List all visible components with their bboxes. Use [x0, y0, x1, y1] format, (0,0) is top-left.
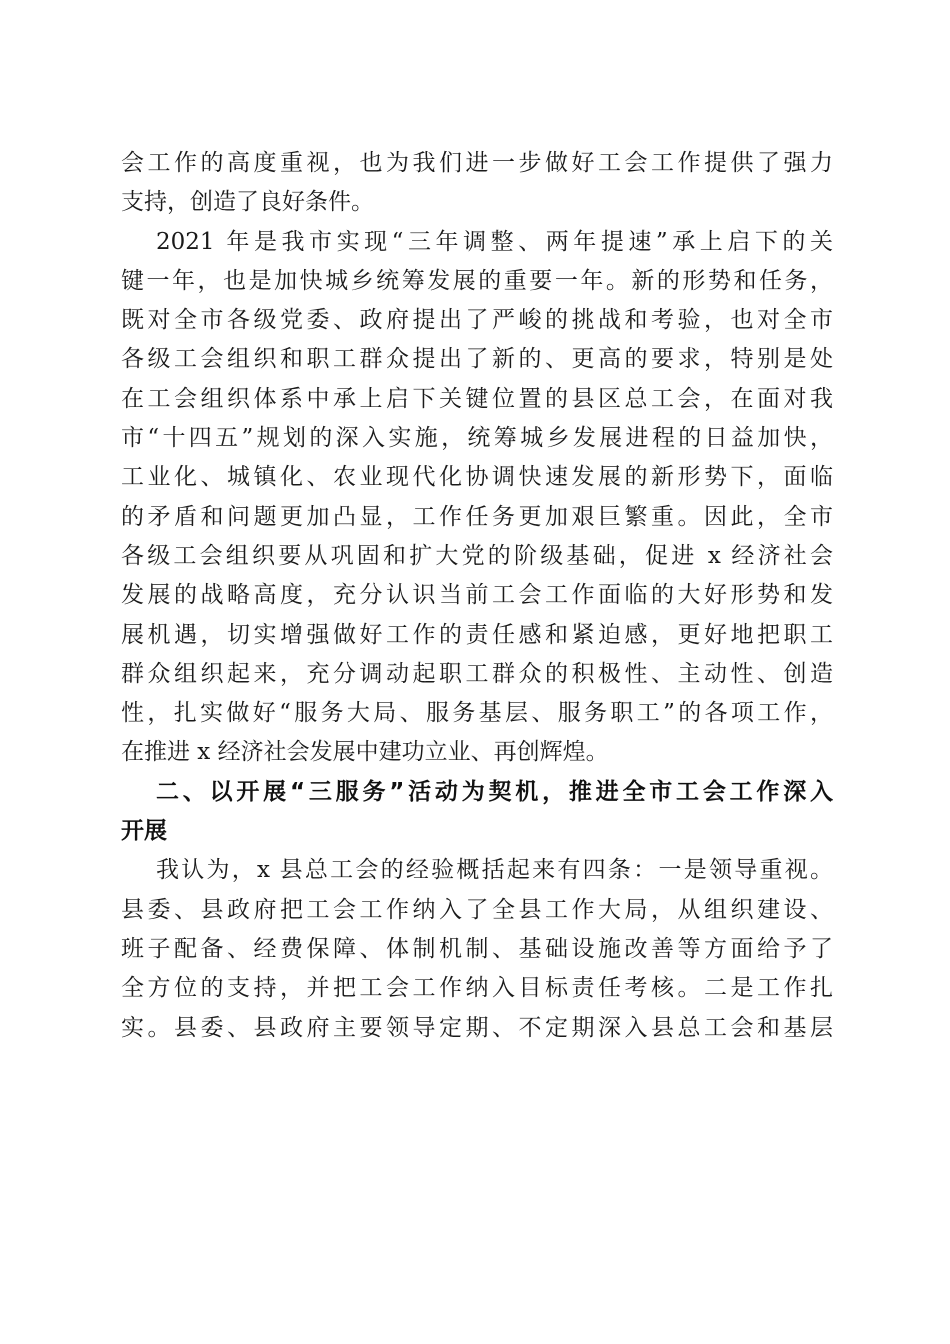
text-line: 的矛盾和问题更加凸显，工作任务更加艰巨繁重。因此，全市 — [121, 503, 833, 530]
heading-line: 二、以开展“三服务”活动为契机，推进全市工会工作深入 — [156, 778, 833, 805]
section-heading — [121, 773, 833, 852]
text-line: 在推进 x 经济社会发展中建功立业、再创辉煌。 — [121, 739, 609, 766]
text-line: 工业化、城镇化、农业现代化协调快速发展的新形势下，面临 — [121, 464, 833, 491]
text-line: 2021 年是我市实现“三年调整、两年提速”承上启下的关 — [156, 228, 833, 255]
text-line: 县委、县政府把工会工作纳入了全县工作大局，从组织建设、 — [121, 896, 833, 923]
text-line: 在工会组织体系中承上启下关键位置的县区总工会，在面对我 — [121, 385, 833, 412]
text-line: 市“十四五”规划的深入实施，统筹城乡发展进程的日益加快， — [121, 425, 833, 452]
text-line: 实。县委、县政府主要领导定期、不定期深入县总工会和基层 — [121, 1014, 833, 1041]
text-line: 我认为，x 县总工会的经验概括起来有四条：一是领导重视。 — [156, 857, 833, 884]
text-line: 性，扎实做好“服务大局、服务基层、服务职工”的各项工作， — [121, 700, 833, 727]
paragraph-1 — [121, 144, 833, 223]
heading-line: 开展 — [121, 818, 167, 845]
text-line: 发展的战略高度，充分认识当前工会工作面临的大好形势和发 — [121, 582, 833, 609]
text-line: 群众组织起来，充分调动起职工群众的积极性、主动性、创造 — [121, 660, 833, 687]
text-line: 各级工会组织要从巩固和扩大党的阶级基础，促进 x 经济社会 — [121, 542, 833, 569]
text-line: 键一年，也是加快城乡统筹发展的重要一年。新的形势和任务， — [121, 267, 833, 294]
text-line: 全方位的支持，并把工会工作纳入目标责任考核。二是工作扎 — [121, 975, 833, 1002]
text-line: 班子配备、经费保障、体制机制、基础设施改善等方面给予了 — [121, 935, 833, 962]
text-line: 各级工会组织和职工群众提出了新的、更高的要求，特别是处 — [121, 346, 833, 373]
text-line: 支持，创造了良好条件。 — [121, 189, 374, 216]
text-line: 既对全市各级党委、政府提出了严峻的挑战和考验，也对全市 — [121, 307, 833, 334]
text-line: 会工作的高度重视，也为我们进一步做好工会工作提供了强力 — [121, 150, 833, 176]
text-line: 展机遇，切实增强做好工作的责任感和紧迫感，更好地把职工 — [121, 621, 833, 648]
document-body — [121, 144, 833, 1048]
paragraph-3 — [121, 851, 833, 1047]
paragraph-2 — [121, 223, 833, 773]
